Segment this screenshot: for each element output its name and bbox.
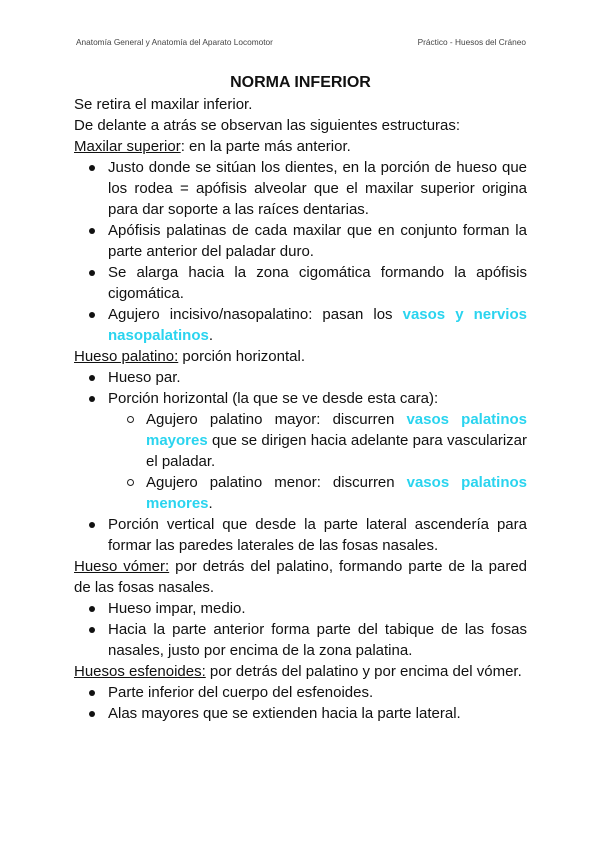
- maxilar-rest: : en la parte más anterior.: [180, 138, 351, 155]
- list-item-text: Alas mayores que se extienden hacia la parte lateral.: [108, 705, 461, 722]
- bullet-dot-icon: [89, 690, 95, 696]
- list-item-text-end: .: [208, 327, 214, 344]
- highlight-term: vasos y nervios nasopalatinos: [108, 306, 527, 344]
- esfenoides-rest: por detrás del palatino y por encima del vómer.: [205, 663, 522, 680]
- list-item: [74, 262, 527, 304]
- header-course: Anatomía General y Anatomía del Aparato Locomotor: [76, 37, 273, 47]
- header-topic: Práctico - Huesos del Cráneo: [417, 37, 526, 47]
- list-item-text: Agujero incisivo/nasopalatino: pasan los: [108, 306, 403, 323]
- bullet-dot-icon: [89, 711, 95, 717]
- vomer-heading: Hueso vómer:: [74, 558, 170, 575]
- bullet-dot-icon: [89, 396, 95, 402]
- bullet-dot-icon: [89, 627, 95, 633]
- sublist-item-text: Agujero palatino menor: discurren: [146, 474, 407, 491]
- list-item-text: Hacia la parte anterior forma parte del tabique de las fosas nasales, justo por encima de la zona palatina.: [108, 621, 527, 659]
- esfenoides-paragraph: [74, 661, 527, 682]
- section-title: NORMA INFERIOR: [230, 74, 371, 91]
- list-item: [74, 619, 527, 661]
- list-item: [74, 514, 527, 556]
- palatino-paragraph: [74, 346, 527, 367]
- highlight-term: vasos palatinos menores: [146, 474, 528, 512]
- esfenoides-list: [74, 682, 527, 724]
- list-item-text: Porción horizontal (la que se ve desde esta cara):: [108, 390, 439, 407]
- list-item: [74, 220, 527, 262]
- list-item-text: Porción vertical que desde la parte lateral ascendería para formar las paredes laterales de las fosas nasales.: [108, 516, 527, 554]
- bullet-dot-icon: [89, 375, 95, 381]
- bullet-dot-icon: [89, 228, 95, 234]
- vomer-paragraph: [74, 556, 527, 598]
- vomer-rest: por detrás del palatino, formando parte de la pared de las fosas nasales.: [74, 558, 528, 596]
- list-item: [74, 598, 527, 619]
- sublist-item-text: Agujero palatino mayor: discurren: [146, 411, 407, 428]
- list-item: [74, 367, 527, 388]
- list-item: [74, 157, 527, 220]
- sublist-item: [108, 409, 527, 472]
- sublist-item: [108, 472, 527, 514]
- page-header: [76, 37, 526, 47]
- list-item-text: Apófisis palatinas de cada maxilar que en conjunto forman la parte anterior del paladar duro.: [108, 222, 527, 260]
- palatino-sublist: [108, 409, 527, 514]
- sublist-item-text-end: .: [208, 495, 213, 512]
- list-item: [74, 388, 527, 514]
- highlight-term: vasos palatinos mayores: [146, 411, 527, 449]
- maxilar-paragraph: [74, 136, 527, 157]
- list-item-text: Hueso impar, medio.: [108, 600, 246, 617]
- list-item-text: Hueso par.: [108, 369, 181, 386]
- list-item: [74, 304, 527, 346]
- bullet-dot-icon: [89, 165, 95, 171]
- maxilar-heading: Maxilar superior: [74, 138, 181, 155]
- bullet-dot-icon: [89, 312, 95, 318]
- palatino-rest: porción horizontal.: [178, 348, 305, 365]
- list-item-text: Parte inferior del cuerpo del esfenoides.: [108, 684, 374, 701]
- esfenoides-heading: Huesos esfenoides:: [74, 663, 206, 680]
- palatino-heading: Hueso palatino:: [74, 348, 179, 365]
- intro-line-2: De delante a atrás se observan las siguientes estructuras:: [74, 117, 461, 134]
- maxilar-list: [74, 157, 527, 346]
- intro-line-1: Se retira el maxilar inferior.: [74, 96, 253, 113]
- palatino-list: [74, 367, 527, 556]
- list-item: [74, 682, 527, 703]
- document-body: [74, 72, 527, 724]
- bullet-dot-icon: [89, 522, 95, 528]
- bullet-dot-icon: [89, 606, 95, 612]
- sublist-item-text-end: que se dirigen hacia adelante para vascularizar el paladar.: [146, 432, 527, 470]
- bullet-circle-icon: [127, 479, 134, 486]
- vomer-list: [74, 598, 527, 661]
- bullet-circle-icon: [127, 416, 134, 423]
- list-item: [74, 703, 527, 724]
- bullet-dot-icon: [89, 270, 95, 276]
- list-item-text: Justo donde se sitúan los dientes, en la porción de hueso que los rodea = apófisis alveolar que el maxilar superior origina para dar soporte a las raíces dentarias.: [108, 159, 527, 218]
- list-item-text: Se alarga hacia la zona cigomática formando la apófisis cigomática.: [108, 264, 527, 302]
